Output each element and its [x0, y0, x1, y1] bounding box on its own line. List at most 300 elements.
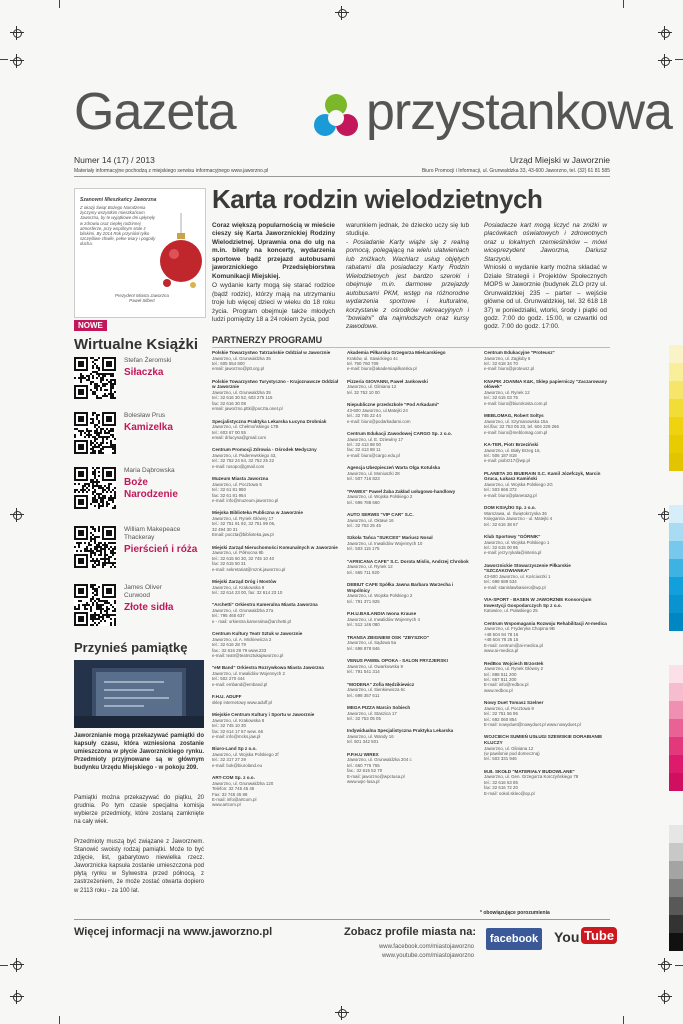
partner-name: Specjalistyczna Praktyka Lekarska Łucyna Drobniak: [212, 418, 327, 424]
partner-contact-line: fax: 32 616 72 20: [484, 785, 518, 791]
partner-contact-line: Jaworzno, ul. Wojska Polskiego 2G: [484, 482, 553, 488]
partner-contact-line: Jaworzno, ul. Rynek Główny 2: [484, 666, 544, 672]
partner-entry: [212, 350, 340, 372]
christmas-bauble-icon: [157, 213, 203, 291]
youtube-logo[interactable]: [554, 926, 615, 952]
partner-contact-line: e-mail: emband@emband.pl: [212, 681, 268, 687]
partner-contact-line: +48 504 94 78 16: [484, 631, 519, 637]
partner-contact-line: e-mail: sekretariat@mznk.jaworzno.pl: [212, 566, 286, 572]
souvenir-paragraph-2: Pamiątki można przekazywać do piątku, 20 grudnia. Po tym czasie specjalna komisja wybierze przedmioty, które zostaną zamknięte na cały wiek.: [74, 795, 204, 826]
partner-entry: [212, 476, 340, 503]
crop-mark: [0, 965, 8, 966]
partner-contact-line: Warszawa, ul. Świętokrzyska 36: [484, 510, 547, 516]
partner-contact-line: Jaworzno, ul. Wojska Polskiego 2: [347, 593, 413, 599]
book-item[interactable]: [74, 357, 204, 407]
partner-contact-line: Jaworzno, ul. Sądowa 5a: [347, 640, 397, 646]
partner-contact-line: tel.: 32 413 88 00: [347, 442, 381, 448]
partner-contact-line: fax: 32 616 30 08: [212, 400, 246, 406]
partner-name: PLANETA 2G BIUERAIN S.C. Kamil Józefczyk, Marcin Gruca, Łukasz Kamiński: [484, 470, 601, 482]
partner-name: Centrum Wspomagania Rozwoju Rehabilitacji AI-medica: [484, 620, 607, 626]
partner-name: Jaworznickie Stowarzyszenie Piłkarskie "SZCZAKOWIANKA": [484, 562, 571, 574]
partner-contact-line: e-mail: biuro@podarkadami.com: [347, 418, 411, 424]
partner-entry: [484, 350, 612, 372]
partner-entry: [347, 705, 475, 721]
partner-contact-line: tel.: 32 745 10 30: [212, 723, 246, 729]
partner-contact-line: fax: 32 615 50 31: [212, 561, 246, 567]
greeting-text: Z okazji Świąt Bożego Narodzenia życzymy wszystkim mieszkańcom Jaworzna, by te wyjątkowe dni upłynęły w zdrowiu oraz ciepłej rodzinnej atmosferze, przy wspólnym stole z bliskimi. By 2014 Rok przyniósł tylko szczęśliwe chwile, pełne wiary i pogody ducha.: [80, 205, 156, 247]
partner-contact-line: www.wpc-lusa.pl: [347, 778, 380, 784]
partner-contact-line: tel.: 32 616 38 67: [484, 521, 518, 527]
partner-contact-line: E-mail: info@redbox.pl: [484, 682, 529, 688]
partner-contact-line: e-mail: piobrz17@wp.pl: [484, 458, 530, 464]
issue-subtitle: Materiały informacyjne pochodzą z miejskiego serwisu informacyjnego www.jaworzno.pl: [74, 168, 269, 174]
partner-contact-line: 32 494 30 31: [212, 526, 238, 532]
partner-entry: [484, 661, 612, 694]
registration-mark: [10, 990, 24, 1004]
book-title[interactable]: Kamizelka: [124, 422, 173, 433]
partner-contact-line: Katowice, ul. Pułaskiego 25: [484, 608, 538, 614]
book-item[interactable]: [74, 467, 204, 517]
partner-name: Indywidualna Specjalistyczna Praktyka Lekarska: [347, 728, 454, 734]
partner-contact-line: sklep internetowy www.aduff.pl: [212, 699, 272, 705]
partner-name: "eM Band" Orkiestra Rozrywkowa Miasta Jaworzna: [212, 665, 324, 671]
partner-contact-line: tel. 790 760 709: [347, 361, 379, 366]
partner-contact-line: Jaworzno, ul. Rynek 12: [347, 564, 393, 570]
partner-contact-line: Jaworzno, ul. Gen. Grzegorza Korczyńskiego 78: [484, 774, 579, 780]
crop-mark: [59, 1016, 60, 1024]
partner-contact-line: tel.: 692 060 854: [484, 716, 517, 722]
partner-contact-line: tel. 501 342 501: [347, 739, 379, 745]
partner-entry: [212, 510, 340, 537]
partner-contact-line: tel. 32 752 10 00: [347, 389, 380, 395]
partner-entry: [484, 413, 612, 435]
partner-contact-line: tel.: 791 541 314: [347, 669, 380, 675]
issue-number: Numer 14 (17) / 2013: [74, 155, 155, 165]
partner-contact-line: Jaworzno, ul. Moniuszki 28: [347, 470, 400, 476]
partner-entry: [212, 602, 340, 624]
partner-entry: [484, 597, 612, 614]
partner-contact-line: e-mail: rusopo@gmail.com: [212, 463, 265, 469]
partner-entry: [212, 694, 340, 705]
partner-contact-line: Jaworzno, ul. Staszica 17: [347, 710, 397, 716]
article-headline: Karta rodzin wielodzietnych: [212, 184, 543, 214]
partner-name: Polskie Towarzystwo Tatrzańskie Oddział w Jaworznie: [212, 350, 331, 355]
partner-contact-line: tel.: 660 776 755: [347, 762, 380, 768]
partner-contact-line: Jaworzno, ul. Gwarkowska 9: [347, 663, 403, 669]
partner-contact-line: e-mail: biuro@cargo.edu.pl: [347, 452, 400, 458]
masthead-left: Gazeta: [74, 83, 236, 141]
book-author: Maria Dąbrowska: [124, 467, 175, 474]
partner-name: Centrum Kultury Teatr Sztuk w Jaworznie: [212, 631, 303, 637]
partner-contact-line: Jaworzno, ul. Paderewskiego 43,: [212, 453, 277, 459]
partner-entry: [212, 379, 340, 412]
registration-mark: [658, 54, 672, 68]
partner-contact-line: tel.: 507 716 823: [347, 476, 380, 482]
crop-mark: [675, 965, 683, 966]
partner-contact-line: fax: 32 61 81 954: [212, 492, 246, 498]
partner-contact-line: e-mail: biuro@proteusz.pl: [484, 366, 535, 372]
logo-icon: [312, 92, 360, 140]
partner-name: P.P.H.U WIREX: [347, 751, 379, 757]
partner-name: "AFRICANA CAFE" S.C. Dorota Mislis, Andrzej Chrobok: [347, 558, 469, 564]
partner-contact-line: Jaworzno, ul. Chełmońskiego 17B: [212, 424, 279, 430]
article-column-2: [346, 222, 469, 332]
partner-entry: [347, 350, 475, 372]
book-title[interactable]: Boże Narodzenie: [124, 477, 178, 500]
partner-contact-line: e-mail: biuro@meblomag.com.pl: [484, 429, 548, 435]
partner-contact-line: tel.: 503 666 372: [484, 487, 517, 493]
partner-entry: [212, 665, 340, 687]
partner-name: Agencja Ubezpieczeń Warta Olga Kotulska: [347, 465, 441, 471]
article-quote: - Posiadanie Karty wiąże się z realną pomocą, polegającą na wielu ulatwieniach lub zniżkach. Wachlarz usług objętych rabatami dla posiadaczy Karty Rodzin Wielodzietnych jest bardzo szeroki i obejmuje m.in. darmowe przejazdy autobusami PKM, wstęp na różnorodne wydarzenia sportowe i kulturalne, korzystanie z ośrodków rekreacyjnych i "bowialni" dla najmłodszych oraz kursy zawodowe.: [346, 238, 469, 331]
souvenir-paragraph-3: Przedmioty muszą być związane z Jaworznem. Stanowić swoisty rodzaj pamiątki. Może to być zdjęcie, list, gabarytowo niewielka rzecz. Jaworznicka kapsuła zostanie umieszczona pod płytą rynku w Sylwestra przed północą, z zastrzeżeniem, że może zostać otwarta dopiero w 2113 roku - za 100 lat.: [74, 839, 204, 894]
partner-contact-line: 43-600 Jaworzno, ul.Matejki 24: [347, 407, 408, 413]
partner-contact-line: tel.: 696 788 660: [347, 499, 380, 505]
partner-contact-line: email: jaworzno.pttk@poczta.onet.pl: [212, 406, 283, 412]
publisher-name: Urząd Miejski w Jaworznie: [509, 155, 610, 165]
partner-contact-line: Jaworzno, ul. Wojska Polskiego 2: [347, 494, 413, 500]
article-text: O wydanie karty mogą się starać rodzice (bądź rodzic), którzy mają na utrzymaniu troje lub więcej dzieci w wieku do 18 roku życia. Program obejmuje także młodych ludzi pomiędzy 18 a 24 rokiem życia, pod: [212, 282, 335, 323]
partner-contact-line: e-mail: biuro@akademiapilkarska.pl: [347, 366, 417, 372]
partner-contact-line: tel.: 32 616 28 79: [212, 642, 246, 648]
partner-entry: [347, 489, 475, 505]
partner-contact-line: tel.: 795 465 637: [212, 613, 245, 619]
partner-name: Nowy Duet Tomasz Szelner: [484, 700, 544, 706]
partner-name: TRANSA ZBIGNIEW OSK "ZBYSZKO": [347, 634, 430, 640]
partner-name: WOJCIECH SUMIEŃ USŁUGI SZEWSKIE DORABIANIE KLUCZY: [484, 734, 603, 745]
crop-mark: [59, 0, 60, 8]
partner-contact-line: tel.: 502 270 444: [212, 676, 245, 682]
christmas-greeting: [74, 188, 206, 318]
partner-contact-line: Jaworzno, ul. E. Dziewiny 17: [347, 436, 404, 442]
partner-name: Pizzeria GIOVANNI, Paweł Jankowski: [347, 378, 428, 384]
partner-contact-line: www.artcom.pl: [212, 802, 241, 808]
partner-name: Centrum Edukacji Zawodowej CARGO Sp. z o.o.: [347, 431, 452, 437]
partner-name: MEGA PIZZA Marcin Sobiech: [347, 704, 411, 710]
book-author: James Oliver Curwood: [124, 584, 162, 599]
partner-contact-line: Jaworzno, ul. Krakowska 9: [212, 584, 265, 590]
partner-contact-line: fax: 32 413 88 11: [347, 447, 381, 453]
greeting-title: Szanowni Mieszkańcy Jaworzna: [80, 197, 157, 203]
partner-entry: [347, 658, 475, 674]
social-links: [374, 943, 474, 961]
partner-contact-line: Jaworzno, ul. Szymanowska 15a: [484, 418, 548, 424]
partner-contact-line: tel.: 32 753 25 45: [347, 523, 381, 529]
partner-contact-line: tel.: 32 614 23 00, fax: 32 614 23 10: [212, 589, 283, 595]
partner-contact-line: email: drlucyna@gmail.com: [212, 435, 266, 441]
partner-name: "PAWEX" Paweł Żaba Zakład usługowo-handlowy: [347, 488, 456, 494]
partner-contact-line: E-mail: jaworzno@wpctusa.pl: [347, 773, 405, 779]
registration-mark: [335, 6, 349, 20]
partner-contact-line: e-mail: teatr@teatrsztukajaworzno.pl: [212, 652, 284, 658]
partner-contact-line: e - mail: orkiestra.kameralna@archetti.pl: [212, 618, 291, 624]
partner-contact-line: (w pawilonie pod domeczną): [484, 750, 540, 756]
partner-contact-line: Jaworzno, ul. Inwalidów Wojennych 10: [347, 541, 423, 547]
partner-name: Klub Sportowy "GÓRNIK": [484, 534, 541, 540]
partner-contact-line: tel.: 503 331 946: [484, 756, 517, 762]
partner-contact-line: Jaworzno, ul. Północna 9b: [212, 550, 264, 556]
partner-name: Miejskie Centrum Kultury i Sportu w Jaworznie: [212, 712, 315, 718]
partner-contact-line: Księgarnia Jaworzno - ul. Matejki 4: [484, 516, 553, 522]
facebook-logo[interactable]: facebook: [486, 928, 542, 950]
partner-name: RedBox Wojciech Brzostek: [484, 660, 544, 666]
partner-contact-line: tel.: 603 67 00 55: [212, 429, 246, 435]
partner-contact-line: tel.: 32 745 22 44: [347, 413, 381, 419]
partner-name: P.H.U.BAILANDIA Iwona Krause: [347, 611, 417, 617]
partner-name: KNAPIK JOANNA K&K, Sklep papierniczy "Zaczarowany ołówek": [484, 378, 608, 390]
partner-contact-line: Jaworzno, ul. Biały Brzeg 16,: [484, 447, 541, 453]
crop-mark: [623, 1016, 624, 1024]
partner-name: Miejski Zarząd Dróg i Mostów: [212, 578, 277, 584]
partner-entry: [484, 700, 612, 727]
registration-mark: [10, 508, 24, 522]
partner-name: ART-COM Sp. z o.o.: [212, 775, 255, 781]
partner-contact-line: tel.: 698 689 534: [484, 579, 517, 585]
book-title[interactable]: Siłaczka: [124, 367, 164, 378]
partner-entry: [347, 635, 475, 651]
registration-mark: [335, 1006, 349, 1020]
registration-mark: [658, 990, 672, 1004]
partner-contact-line: tel.: 512 146 080: [347, 622, 380, 628]
partner-contact-line: tel.: 32 616 53 85: [484, 779, 518, 785]
partner-contact-line: tel.: 791 371 825: [347, 598, 380, 604]
signature-name: Paweł Silbert: [129, 298, 155, 303]
partner-contact-line: tel.: 32 618 34 70: [484, 361, 518, 366]
partner-contact-line: Jaworzno, ul. Wojska Polskiego 2f: [212, 751, 279, 757]
crop-mark: [623, 0, 624, 8]
registration-mark: [10, 26, 24, 40]
registration-mark: [10, 958, 24, 972]
qr-code-icon: [74, 412, 116, 454]
partner-entry: [212, 712, 340, 739]
partner-contact-line: tel.: 32 317 27 29: [212, 757, 246, 763]
book-item[interactable]: [74, 526, 204, 576]
partner-entry: [212, 746, 340, 768]
partner-name: DEBIUT CAFE Spółka Jawna Barbara Warzecha i Wspólnicy: [347, 582, 454, 593]
partner-name: Biuro-Land Sp z o.o.: [212, 746, 257, 752]
partner-contact-line: Email: poczta@biblioteka.jaw.pl: [212, 532, 274, 538]
partner-contact-line: e-mail: stanislawbasiero@wp.pl: [484, 584, 546, 590]
masthead: [74, 78, 672, 153]
partner-contact-line: Jaworzno, ul. Wojska Polskiego 1: [484, 539, 550, 545]
virtual-books-title: Wirtualne Książki: [74, 336, 199, 353]
partner-contact-line: Jaworzno, ul. Krakowska 8: [212, 717, 265, 723]
partner-name: Szkoła Tańca "SUKCES" Mariusz Nosal: [347, 535, 433, 541]
partner-contact-line: tel.: 698 357 611: [347, 692, 380, 698]
divider: [212, 347, 610, 348]
partner-contact-line: www.ai-medica.pl: [484, 648, 519, 654]
youtube-you: You: [554, 929, 580, 945]
partner-contact-line: tel.: 32 751 91 92, 32 751 99 06,: [212, 521, 276, 527]
partner-contact-line: email: jaworzno@ptt.org.pl: [212, 366, 265, 372]
partner-contact-line: e-mail: info@mcks.jaw.pl: [212, 733, 261, 739]
partner-contact-line: +48 604 78 26 15: [484, 637, 519, 643]
partner-contact-line: Jaworzno, ul. Wandy 16: [347, 733, 394, 739]
partner-name: Muzeum Miasta Jaworzna: [212, 476, 269, 482]
partner-name: Polskie Towarzystwo Turystyczno - Krajoznawcze Oddział w Jaworznie: [212, 378, 339, 390]
partner-contact-line: E-mail: centrum@ai-medica.pl: [484, 642, 543, 648]
partner-contact-line: tel.: 32 615 03 75: [484, 395, 518, 401]
partner-entry: [347, 402, 475, 424]
partner-name: Centrum Edukacyjne "Proteusz": [484, 350, 555, 355]
greeting-signature: [115, 293, 169, 303]
book-item[interactable]: [74, 584, 204, 634]
partner-entry: [484, 442, 612, 464]
partner-contact-line: Fax: 32 745 45 88: [212, 791, 248, 797]
partner-contact-line: fax.: 32 615 52 70: [347, 768, 383, 774]
partner-contact-line: tel.: 32 615 50 30, 32 745 10 40: [212, 555, 275, 561]
article-quote: Posiadacze kart mogą liczyć na zniżki w placówkach oświatowych i zdrowotnych oraz u lokalnych rzemieślników – mówi wiceprezydent Jaworzna, Dariusz Starzycki.: [484, 222, 607, 263]
partner-contact-line: Jaworzno, ul. Pocztowa 5: [212, 481, 262, 487]
partner-entry: [484, 769, 612, 796]
partner-contact-line: Jaworzno, ul. Oktawi 16: [347, 517, 394, 523]
new-badge: NOWE: [74, 320, 107, 331]
partner-name: AUTO SERWIS "VIP CAR" S.C.: [347, 512, 414, 518]
partner-contact-line: 43-600 Jaworzno, ul. Kościuszki 1: [484, 574, 551, 580]
partner-contact-line: E-mail: info@artcom.pl: [212, 797, 257, 802]
partner-contact-line: Jaworzno, ul. A. Mickiewicza 2: [212, 636, 272, 642]
book-title[interactable]: Złote sidła: [124, 602, 174, 613]
publisher-info: [422, 155, 610, 174]
partner-contact-line: E-mail: nowyduet@nowyduet.pl www.nowyduet.pl: [484, 721, 581, 727]
partner-name: Centrum Promocji Zdrowia - Ośrodek Medyczny: [212, 447, 317, 453]
partner-contact-line: Kraków, ul. Sawickiego 4c: [347, 355, 398, 361]
partners-column-1: [212, 350, 340, 815]
partner-contact-line: Jaworzno, ul. Gliniana 12: [484, 745, 534, 751]
partner-name: Miejski Zarząd Nieruchomości Komunalnych w Jaworznie: [212, 544, 338, 550]
masthead-right: przystankowa: [366, 83, 672, 141]
partners-title: PARTNERZY PROGRAMU: [212, 335, 323, 345]
partner-contact-line: tel.: 32 752 24 64, 32 752 25 22: [212, 458, 275, 464]
partner-contact-line: tel.: 888 511 200: [484, 671, 517, 677]
partner-entry: [347, 728, 475, 744]
partner-name: DOM KSIĄŻKI Sp. z o.o.: [484, 505, 536, 511]
partner-contact-line: Jaworzno, ul. Sienkiewicza 6c: [347, 687, 406, 693]
partner-name: "MODENA" Zofia Mędzikiewicz: [347, 681, 415, 687]
book-item[interactable]: [74, 412, 204, 462]
partner-entry: [347, 559, 475, 575]
partner-contact-line: E-mail: sokol.skleo@op.pl: [484, 790, 535, 796]
partner-entry: [484, 505, 612, 527]
partner-name: "Archetti" Orkiestra Kameralna Miasta Jaworzna: [212, 602, 318, 608]
partner-contact-line: Jaworzno, ul. Zagłoby 6: [484, 355, 531, 361]
partner-entry: [347, 611, 475, 627]
qr-code-icon: [74, 357, 116, 399]
article-text: Wnioski o wydanie karty można składać w Dziale Strategii i Projektów Społecznych MOPS w Jaworznie (budynek ZLO przy ul. Grunwaldzkiej 235 – parter – wejście główne od ul. Grunwaldzkiej, tel. 32 618 18 37) w poniedziałki, wtorki, środy i piątki od godz. 7:00 do godz. 15:00, w czwartki od godz. 7:00 do godz. 17:00.: [484, 264, 607, 331]
book-title[interactable]: Pierścień i róża: [124, 544, 198, 555]
partner-contact-line: tel.: 667 811 200: [484, 676, 517, 682]
divider: [74, 176, 610, 177]
partner-entry: [347, 582, 475, 604]
partner-name: Akademia Piłkarska Grzegorza Mielcarskiego: [347, 350, 446, 355]
partner-entry: [212, 419, 340, 441]
partner-name: Miejska Biblioteka Publiczna w Jaworznie: [212, 510, 303, 516]
partner-entry: [347, 512, 475, 528]
partner-entry: [347, 682, 475, 698]
partner-name: F.H.U. ADUFF: [212, 694, 242, 700]
souvenir-paragraph-1: Jaworznianie mogą przekazywać pamiątki do kapsuły czasu, która wzniesiona zostanie umieszczona w płycie Jaworznickiego rynku. Przedmioty przyjmowane są w głównym budynku Urzędu Miejskiego - w pokoju 209.: [74, 733, 204, 772]
partner-entry: [347, 752, 475, 785]
registration-mark: [10, 54, 24, 68]
facebook-url[interactable]: www.facebook.com/miastojaworzno: [378, 944, 474, 950]
partner-contact-line: e-mail: jerzy.rykala@interia.pl: [484, 550, 542, 556]
partner-contact-line: tel.: 503 115 175: [347, 546, 380, 552]
partner-contact-line: www.redbox.pl: [484, 687, 513, 693]
qr-code-icon: [74, 467, 116, 509]
article-text: warunkiem jednak, że dziecko uczy się lub studiuje.: [346, 222, 469, 238]
partner-name: VENUS PAWEŁ OPOKA - SALON FRYZJERSKI: [347, 658, 448, 664]
partner-contact-line: Jaworzno, ul. Rynek Główny 17: [212, 516, 274, 522]
partner-contact-line: tel.: 32 616 30 52, 603 275 115: [212, 395, 273, 401]
partner-entry: [212, 545, 340, 572]
partner-contact-line: tel./fax: 32 753 05 33, tel. 604 229 266: [484, 424, 559, 430]
partner-contact-line: tel.: 32 61 81 950: [212, 487, 246, 493]
registration-mark: [658, 958, 672, 972]
partners-footnote: * obowiązujące porozumienia: [480, 910, 550, 916]
more-info-link[interactable]: Więcej informacji na www.jaworzno.pl: [74, 926, 273, 938]
crop-mark: [0, 59, 8, 60]
partner-contact-line: Jaworzno, ul. Grunwaldzka 35: [212, 390, 271, 395]
partner-contact-line: Jaworzno, ul. Grunwaldzka 120: [212, 780, 274, 786]
book-author: Stefan Żeromski: [124, 357, 172, 364]
partner-entry: [484, 379, 612, 406]
partner-contact-line: Jaworzno, ul. Rynek 12: [484, 390, 530, 395]
partner-contact-line: Jaworzno, ul. Fryderyka Chopina 9B: [484, 626, 555, 632]
partner-entry: [347, 535, 475, 551]
partner-contact-line: e-mail: info@muzeum.jaworzno.pl: [212, 498, 279, 504]
partners-column-2: [347, 350, 475, 791]
partner-name: VIA-SPORT - BASEN W JAWORZNIE Konsorcjum Inwestycji Gospodarczych Sp z o.o.: [484, 597, 592, 608]
partner-contact-line: tel.: 698 878 846: [347, 645, 380, 651]
article-column-3: [484, 222, 607, 332]
partner-contact-line: tel.: 506 187 818: [484, 453, 517, 459]
partner-name: M.B. SKOŁD "MATERIAŁY BUDOWLANE": [484, 768, 575, 774]
book-author: William Makepeace Thackeray: [124, 526, 181, 541]
partners-column-3: [484, 350, 612, 803]
youtube-tube: Tube: [581, 927, 617, 944]
partner-contact-line: Jaworzno, ul. Gliniana 12: [347, 384, 397, 390]
partner-contact-line: Telefon: 32 745 45 45: [212, 786, 255, 792]
book-author: Bolesław Prus: [124, 412, 166, 419]
partner-entry: [484, 471, 612, 498]
partner-entry: [484, 563, 612, 590]
partner-contact-line: Jaworzno, ul. Pocztowa 9: [484, 705, 534, 711]
partner-entry: [347, 379, 475, 395]
partner-contact-line: fax: 32 614 17 67 wew. 66: [212, 728, 264, 734]
partner-entry: [212, 631, 340, 658]
youtube-url[interactable]: www.youtube.com/miastojaworzno: [381, 953, 474, 959]
crop-mark: [675, 59, 683, 60]
partner-contact-line: Jaworzno, ul. Inwalidów Wojennych 4: [347, 616, 420, 622]
partner-contact-line: fax.: 32 616 28 79 www.233: [212, 647, 267, 653]
partner-contact-line: tel.: 32 615 00 95: [484, 545, 518, 551]
partner-contact-line: Jaworzno, ul. Inwalidów Wojennych 2: [212, 670, 285, 676]
qr-code-icon: [74, 584, 116, 626]
profiles-heading: Zobacz profile miasta na:: [344, 926, 477, 938]
time-capsule-photo: [74, 660, 204, 728]
partner-entry: [212, 775, 340, 808]
issue-info: [74, 155, 268, 174]
souvenir-title: Przynieś pamiątkę: [74, 640, 188, 655]
partner-name: Niepubliczne przedszkole "Pod Arkadami": [347, 402, 440, 408]
partner-contact-line: e-mail: bok@biuroland.eu: [212, 762, 263, 768]
partner-contact-line: tel.: 32 751 56 95: [484, 711, 518, 717]
partner-entry: [484, 734, 612, 761]
divider: [74, 919, 610, 920]
partner-entry: [347, 465, 475, 481]
partner-contact-line: tel.: 665 711 920: [347, 569, 380, 575]
partner-entry: [484, 621, 612, 654]
